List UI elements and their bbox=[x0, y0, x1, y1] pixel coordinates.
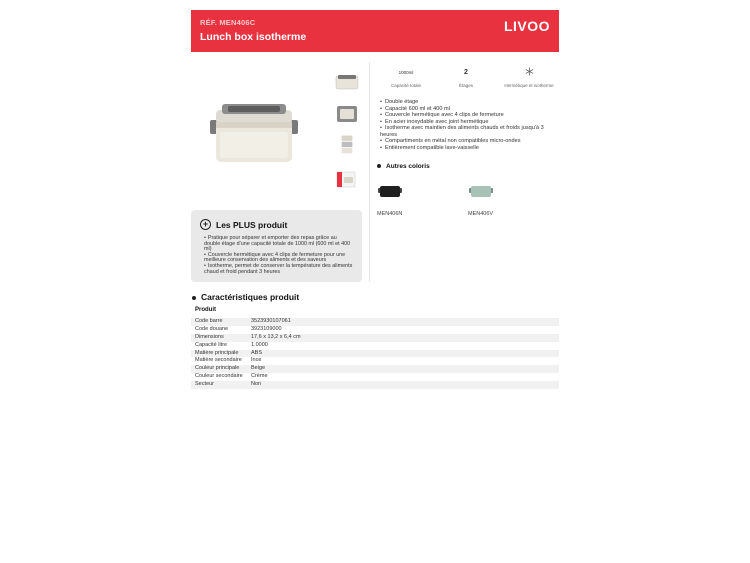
plus-list bbox=[204, 236, 354, 275]
bullet-item: • Entièrement compatible lave-vaisselle bbox=[380, 145, 550, 152]
brand-logo: LIVOO bbox=[503, 18, 550, 34]
product-reference: RÉF. MEN406C bbox=[200, 18, 256, 27]
spec-value: 3523930107061 bbox=[251, 318, 291, 324]
spec-value: 1.0000 bbox=[251, 341, 268, 348]
spec-value: ABS bbox=[251, 349, 263, 356]
spec-value: Beige bbox=[251, 365, 266, 372]
color-option-green[interactable] bbox=[468, 184, 508, 217]
feature-stages-label: Étages bbox=[458, 83, 473, 88]
table-row bbox=[191, 365, 559, 373]
bullet-item: • Capacité 600 ml et 400 ml bbox=[380, 106, 550, 113]
bullet-item: • Isotherme avec maintien des aliments chauds et froids jusqu'à 3 heures bbox=[380, 125, 550, 138]
green-lunchbox-image bbox=[468, 184, 494, 198]
color-ref-black: MEN406N bbox=[377, 211, 403, 217]
table-row bbox=[191, 334, 559, 342]
plus-title: Les PLUS produit bbox=[216, 220, 288, 230]
feature-capacity-label: Capacité totale bbox=[390, 83, 422, 88]
other-colors-heading bbox=[377, 163, 430, 170]
stages-value: 2 bbox=[464, 69, 468, 76]
thumbnail-packaging[interactable] bbox=[334, 170, 360, 190]
plus-item: • Pratique pour séparer et emporter des repas grâce au double étage d'une capacité totale de 1000 ml (600 ml et 400 ml) bbox=[204, 236, 354, 253]
table-row bbox=[191, 373, 559, 381]
vertical-divider bbox=[369, 62, 370, 282]
bullet-item: • Compartiments en métal non compatibles micro-ondes bbox=[380, 138, 550, 145]
thumbnail-top[interactable] bbox=[334, 104, 360, 124]
spec-key: Dimensions bbox=[195, 333, 224, 340]
product-title: Lunch box isotherme bbox=[200, 31, 307, 43]
spec-key: Couleur principale bbox=[195, 365, 240, 372]
spec-value: Crème bbox=[251, 373, 268, 380]
specs-subtitle: Produit bbox=[195, 307, 216, 313]
specs-title: Caractéristiques produit bbox=[201, 292, 300, 302]
spec-key: Matière secondaire bbox=[195, 357, 242, 364]
table-row bbox=[191, 342, 559, 350]
plus-circle-icon: + bbox=[200, 219, 211, 230]
plus-produit-box bbox=[191, 210, 362, 282]
table-row bbox=[191, 350, 559, 358]
spec-key: Capacité litre bbox=[195, 341, 228, 348]
plus-item: • Couvercle hermétique avec 4 clips de fermeture pour une meilleure conservation des aliments et des saveurs bbox=[204, 253, 354, 264]
feature-bullets bbox=[380, 99, 550, 151]
capacity-icon: 1000ml bbox=[398, 70, 414, 75]
bullet-item: • Double étage bbox=[380, 99, 550, 106]
feature-stages bbox=[436, 67, 496, 88]
feature-hermetic-label: Hermétique et isotherme bbox=[504, 83, 554, 88]
header-banner bbox=[191, 10, 559, 52]
spec-key: Secteur bbox=[195, 381, 214, 388]
table-row bbox=[191, 381, 559, 389]
specs-rows bbox=[191, 318, 559, 389]
color-option-black[interactable] bbox=[377, 184, 417, 217]
feature-hermetic bbox=[499, 67, 559, 88]
spec-key: Code douane bbox=[195, 325, 229, 332]
spec-value: Inox bbox=[251, 357, 262, 364]
bullet-dot-icon bbox=[192, 296, 196, 300]
main-product-image bbox=[208, 100, 300, 166]
spec-value: Non bbox=[251, 381, 262, 388]
thumbnail-stacked[interactable] bbox=[334, 134, 360, 154]
color-ref-green: MEN406V bbox=[468, 211, 494, 217]
specs-table bbox=[191, 307, 559, 389]
spec-key: Matière principale bbox=[195, 349, 239, 356]
black-lunchbox-image bbox=[377, 184, 403, 198]
specs-heading bbox=[192, 292, 299, 302]
spec-key: Code barre bbox=[195, 318, 223, 324]
snowflake-icon bbox=[499, 67, 559, 79]
other-colors-title: Autres coloris bbox=[386, 163, 430, 170]
table-row bbox=[191, 318, 559, 326]
bullet-dot-icon bbox=[377, 164, 381, 168]
thumbnail-front[interactable] bbox=[334, 72, 360, 92]
spec-value: 17,6 x 13,2 x 6,4 cm bbox=[251, 333, 301, 340]
table-row bbox=[191, 326, 559, 334]
plus-item: • Isotherme, permet de conserver la température des aliments chaud et froid pendant 3 heures bbox=[204, 264, 354, 275]
bullet-item: • Couvercle hermétique avec 4 clips de fermeture bbox=[380, 112, 550, 119]
spec-key: Couleur secondaire bbox=[195, 373, 243, 380]
bullet-item: • En acier inoxydable avec joint hermétique bbox=[380, 119, 550, 126]
feature-capacity bbox=[376, 67, 436, 88]
table-row bbox=[191, 357, 559, 365]
spec-value: 3923109000 bbox=[251, 325, 282, 332]
